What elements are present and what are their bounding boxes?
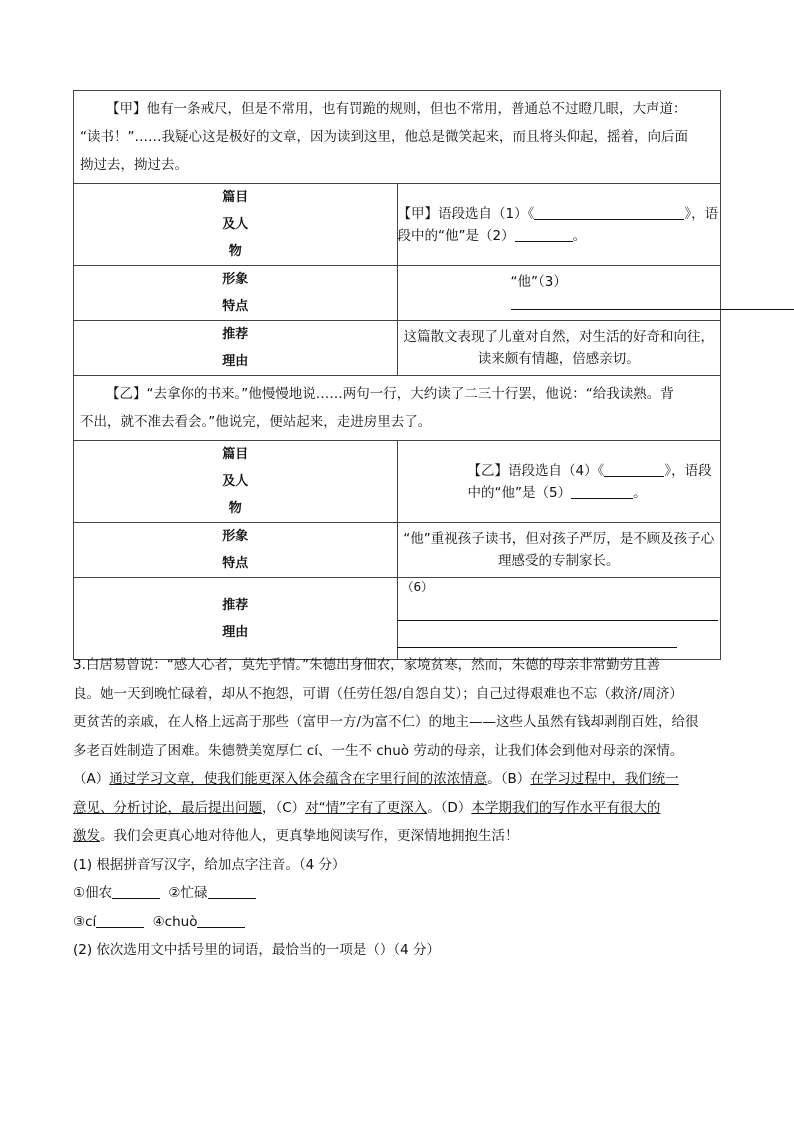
jia-tuijian-content — [397, 321, 721, 376]
label-line: 篇目 — [222, 447, 249, 462]
yi-xingxiang-text: “他”重视孩子读书，但对孩子严厉，是不顾及孩子心理感受的专制家长。 — [403, 531, 715, 569]
label-line: 形象 — [222, 529, 249, 544]
yi-pianmu-text-b: 》，语段中的“他”是（5） — [467, 462, 712, 501]
q3-items-row-2 — [73, 908, 723, 937]
q3-sub-1: (1) 根据拼音写汉字，给加点字注音。（4 分） — [73, 856, 346, 873]
answer-line-2[interactable] — [397, 647, 677, 648]
item-4: ④chuò — [152, 913, 198, 930]
yi-tuijian-label — [74, 578, 398, 660]
label-line: 篇目 — [222, 190, 249, 205]
blank-4[interactable] — [604, 462, 664, 477]
label-line: 特点 — [222, 556, 249, 571]
label-line: 及人 — [222, 217, 249, 232]
jia-pianmu-content — [397, 184, 721, 266]
jia-tuijian-label — [74, 321, 398, 376]
exercise-table — [73, 90, 721, 660]
jia-passage-cell — [74, 91, 721, 184]
label-line: 物 — [228, 501, 242, 516]
sentence-d-part1: 本学期我们的写作水平有很大的 — [471, 799, 661, 816]
label-line: 形象 — [222, 272, 249, 287]
label-line: 及人 — [222, 474, 249, 489]
label-line: 推荐 — [222, 597, 249, 613]
question-3 — [73, 651, 723, 965]
item-1: ①佃农 — [73, 885, 113, 901]
label-line: 特点 — [222, 299, 249, 314]
blank-item-1[interactable] — [112, 884, 160, 899]
label-line: 理由 — [222, 624, 249, 640]
blank-item-4[interactable] — [197, 913, 245, 928]
q3-line-1: 3.白居易曾说：“感人心者，莫先乎情。”朱德出身佃农，家境贫寒，然而，朱德的母亲非常勤劳且善 — [73, 657, 661, 673]
yi-pianmu-text-a: 【乙】语段选自（4）《 — [467, 462, 605, 479]
yi-xingxiang-label — [74, 523, 398, 578]
jia-passage-line-3: 拗过去，拗过去。 — [80, 157, 188, 173]
yi-passage-line-2: 不出，就不准去看会。”他说完，便站起来，走进房里去了。 — [80, 414, 432, 430]
jia-pianmu-text-a: 【甲】语段选自（1）《 — [397, 205, 535, 222]
jia-passage-line-1: 【甲】他有一条戒尺，但是不常用，也有罚跪的规则，但也不常用，普通总不过瞪几眼，大声道： — [106, 101, 687, 117]
q3-line-4: 多老百姓制造了困难。朱德赞美宽厚仁 cí、一生不 chuò 劳动的母亲，让我们体会到他对母亲的深情。 — [73, 742, 684, 759]
sentence-a: 通过学习文章，使我们能更深入体会蕴含在字里行间的浓浓情意 — [109, 771, 488, 787]
blank-2[interactable] — [515, 227, 573, 242]
q3-items-row-1 — [73, 879, 723, 908]
yi-tuijian-content — [397, 578, 721, 660]
yi-pianmu-label — [74, 441, 398, 523]
blank-item-3[interactable] — [96, 913, 144, 928]
yi-tuijian-num: （6） — [401, 580, 434, 594]
label-line: 推荐 — [222, 327, 249, 342]
jia-pianmu-end: 。 — [572, 227, 587, 244]
q3-line-7-rest: 。我们会更真心地对待他人，更真挚地阅读写作，更深情地拥抱生活！ — [100, 828, 519, 844]
label-line: 理由 — [222, 354, 249, 369]
q3-line-3: 更贫苦的亲戚，在人格上远高于那些（富甲一方/为富不仁）的地主——这些人虽然有钱却剥削百姓，给很 — [73, 714, 699, 730]
sentence-d-part2: 激发 — [73, 828, 100, 844]
q3-line-2: 良。她一天到晚忙碌着，却从不抱怨，可谓（任劳任怨/自怨自艾）；自己过得艰难也不忘（救济/周济） — [73, 685, 683, 702]
yi-xingxiang-content — [397, 523, 721, 578]
yi-pianmu-content — [397, 441, 721, 523]
yi-passage-line-1: 【乙】“去拿你的书来。”他慢慢地说……两句一行，大约读了二三十行罢，他说：“给我读熟。背 — [106, 386, 674, 402]
blank-5[interactable] — [571, 484, 633, 499]
sentence-b-part2: 意见、分析讨论，最后提出问题 — [73, 799, 262, 816]
label-d: 。（D） — [427, 799, 472, 816]
answer-line-1[interactable] — [397, 620, 719, 621]
jia-tuijian-text: 这篇散文表现了儿童对自然，对生活的好奇和向往，读来颇有情趣，倍感亲切。 — [403, 329, 714, 367]
label-a: （A） — [73, 771, 110, 787]
item-2: ②忙碌 — [168, 885, 208, 901]
q3-line-7 — [73, 822, 723, 851]
jia-pianmu-label — [74, 184, 398, 266]
yi-passage-cell — [74, 376, 721, 441]
jia-xingxiang-label — [74, 266, 398, 321]
item-3: ③cí — [73, 913, 97, 930]
q3-line-5 — [73, 765, 723, 794]
jia-xingxiang-content — [397, 266, 721, 321]
label-c: ，（C） — [262, 799, 306, 816]
label-line: 物 — [228, 244, 242, 259]
label-b: 。（B） — [487, 771, 531, 787]
jia-pianmu-text-b: 》，语段中的“他”是（2） — [397, 205, 719, 244]
blank-3[interactable] — [511, 295, 794, 310]
blank-1[interactable] — [534, 205, 684, 220]
q3-line-6 — [73, 794, 723, 823]
sentence-b-part1: 在学习过程中，我们统一 — [530, 771, 679, 787]
q3-sub-2: (2) 依次选用文中括号里的词语，最恰当的一项是（）（4 分） — [73, 942, 441, 958]
sentence-c: 对“情”字有了更深入 — [305, 799, 428, 816]
yi-pianmu-end: 。 — [633, 484, 647, 501]
blank-item-2[interactable] — [208, 884, 256, 899]
jia-xingxiang-text: “他”（3） — [510, 274, 567, 290]
jia-passage-line-2: “读书！”……我疑心这是极好的文章，因为读到这里，他总是微笑起来，而且将头仰起，摇着，向后面 — [80, 129, 688, 145]
